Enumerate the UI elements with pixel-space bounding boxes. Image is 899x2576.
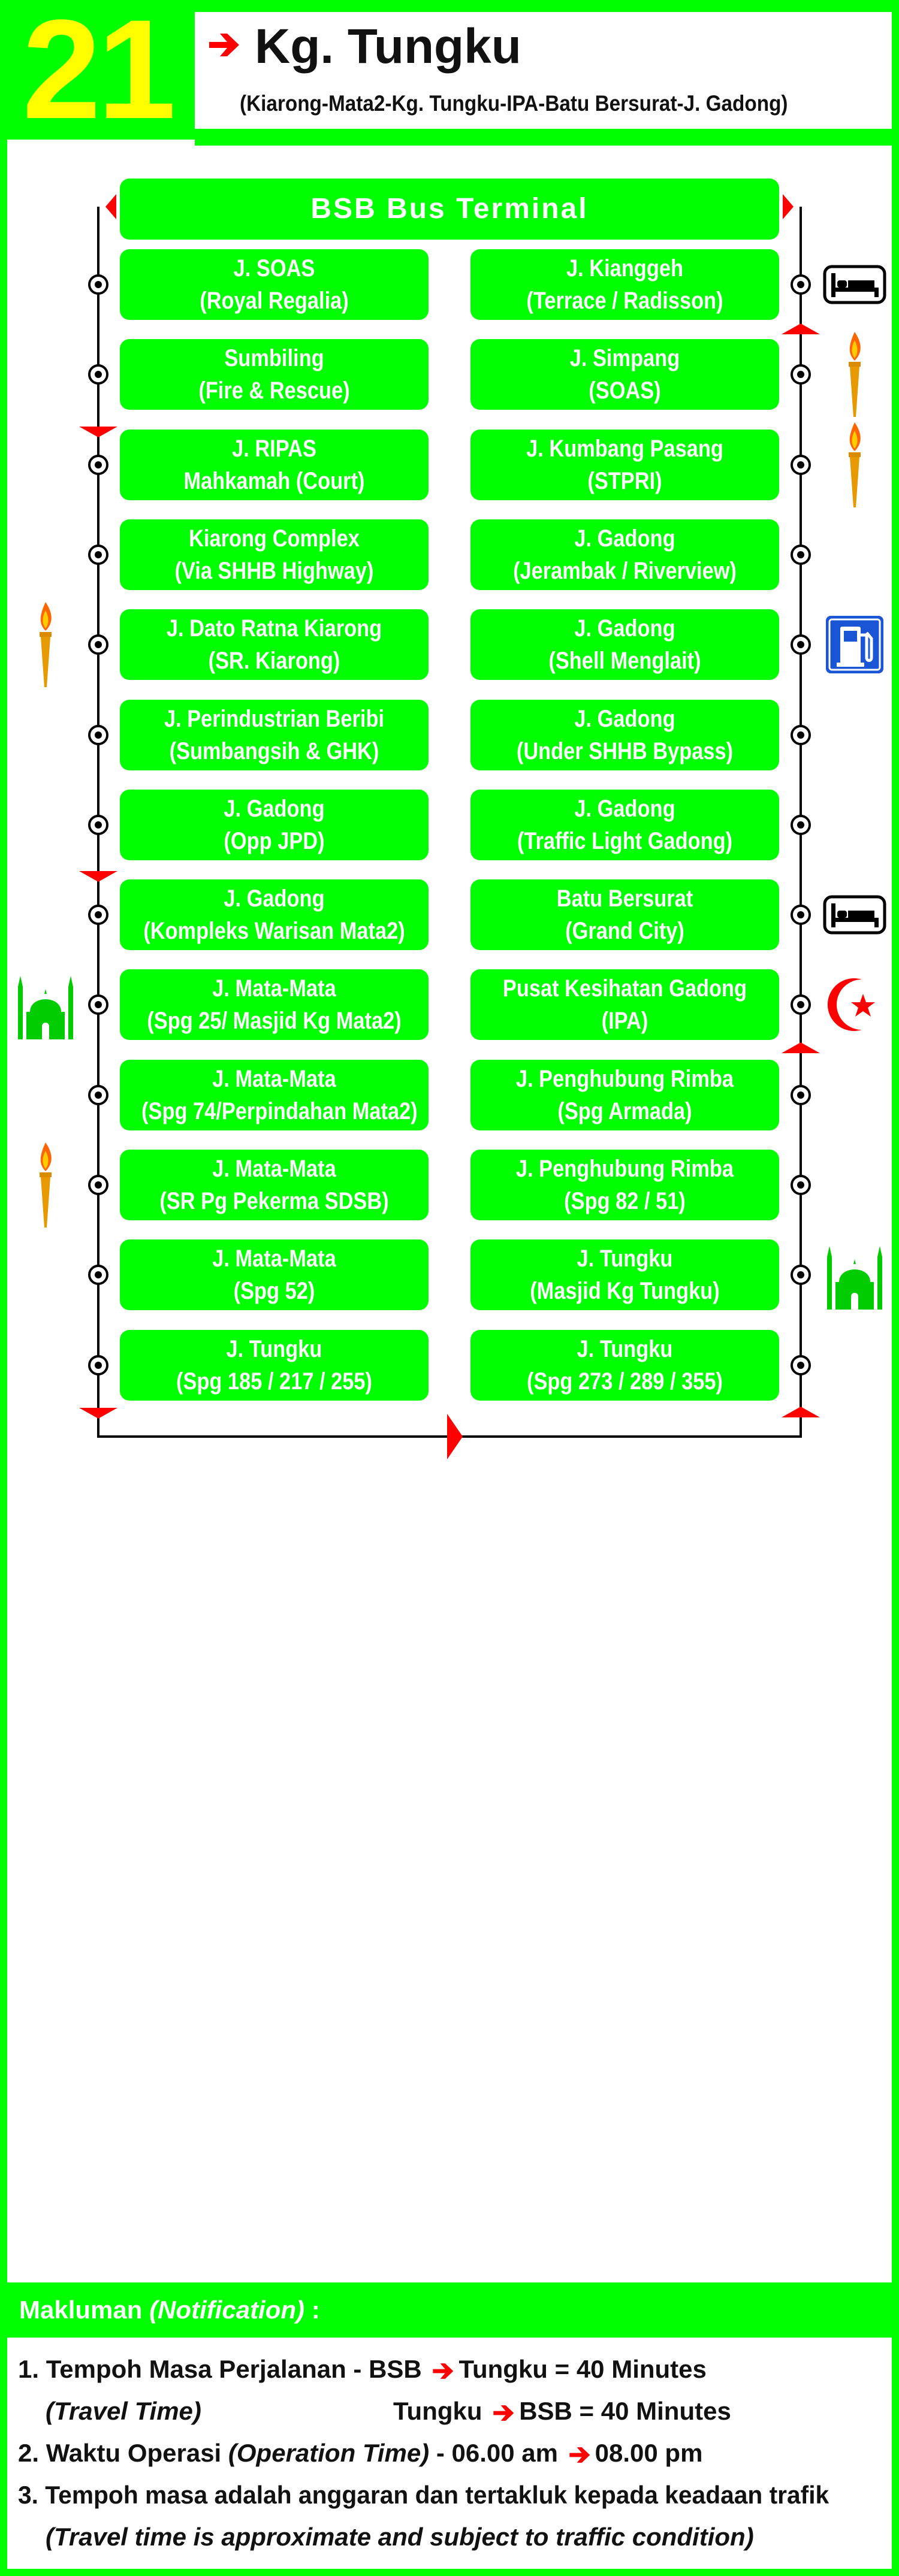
stop-label: (Spg 82 / 51) [564,1188,686,1214]
left-stop-0 [120,249,429,320]
stop-label: J. Gadong [574,706,675,732]
arrow-right-icon [568,2445,593,2465]
right-stop-1 [470,339,779,410]
right-stop-6 [470,790,779,860]
stop-marker [791,274,811,295]
stop-label: (IPA) [601,1008,648,1034]
stop-label: (Fire & Rescue) [198,377,350,404]
down-arrow-icon [77,869,120,883]
stop-label: J. Kianggeh [566,255,683,282]
stop-label: (Spg 25/ Masjid Kg Mata2) [147,1008,402,1034]
stop-label: J. Simpang [569,345,680,371]
stop-marker [791,815,811,835]
arrow-right-icon [207,30,243,60]
stop-marker [791,455,811,475]
left-stop-3 [120,519,429,590]
stop-label: (Spg 185 / 217 / 255) [176,1368,372,1395]
stop-label: J. Penghubung Rimba [515,1066,734,1092]
stop-label: (Traffic Light Gadong) [517,828,733,854]
stop-label: (STPRI) [587,468,662,494]
route-subtitle: (Kiarong-Mata2-Kg. Tungku-IPA-Batu Bersurat-J. Gadong) [240,91,788,116]
stop-marker [88,634,108,655]
left-stop-1 [120,339,429,410]
notification-title: Makluman (Notification) : [19,2296,320,2324]
stop-marker [791,634,811,655]
arrow-right-icon [491,2403,517,2423]
stop-label: J. Gadong [574,796,675,822]
stop-label: (SOAS) [589,377,661,404]
left-stop-7 [120,879,429,950]
stop-label: J. Mata-Mata [212,975,336,1002]
torch-icon [35,600,56,693]
right-stop-8 [470,969,779,1040]
header-band-bottom [195,129,899,146]
right-stop-3 [470,519,779,590]
down-arrow-icon [77,1405,120,1420]
stop-label: J. Mata-Mata [212,1156,336,1182]
stop-label: J. Kumbang Pasang [526,436,723,462]
stop-label: (Masjid Kg Tungku) [530,1278,720,1304]
left-stop-6 [120,790,429,860]
fuel-station-icon [825,615,885,678]
note-item-1: 1. Tempoh Masa Perjalanan - BSB Tungku = 40 Minutes [18,2355,707,2383]
stop-marker [791,1085,811,1105]
stop-label: Mahkamah (Court) [183,468,365,494]
note-item-1-return: Tungku BSB = 40 Minutes [393,2397,731,2425]
stop-label: J. Tungku [577,1336,673,1362]
stop-marker [791,1355,811,1375]
stop-label: J. Gadong [574,525,675,552]
stop-marker [791,364,811,385]
stop-label: J. Gadong [574,615,675,642]
stop-label: (Spg 74/Perpindahan Mata2) [141,1098,418,1124]
stop-marker [88,1265,108,1285]
stop-label: Batu Bersurat [556,885,693,912]
route-number: 21 [22,0,173,149]
stop-label: (SR. Kiarong) [208,648,340,674]
stop-marker [88,994,108,1015]
stop-marker [88,1175,108,1195]
stop-marker [791,905,811,925]
stop-label: (Kompleks Warisan Mata2) [143,918,405,944]
stop-label: (Spg Armada) [557,1098,692,1124]
direction-arrow-icon [103,193,119,220]
right-stop-4 [470,609,779,680]
stop-marker [791,994,811,1015]
stop-label: (Under SHHB Bypass) [516,738,734,764]
stop-marker [88,815,108,835]
stop-label: J. RIPAS [232,436,316,462]
torch-icon [844,329,865,422]
stop-label: J. Gadong [224,885,325,912]
stop-label: J. Gadong [224,796,325,822]
hotel-bed-icon [823,895,886,938]
stop-marker [88,725,108,745]
red-crescent-icon [825,975,885,1038]
stop-label: J. SOAS [233,255,315,282]
note-item-3-en: (Travel time is approximate and subject to traffic condition) [46,2523,754,2551]
stop-label: (Spg 273 / 289 / 355) [527,1368,723,1395]
terminal-box: BSB Bus Terminal [120,179,779,240]
note-item-3: 3. Tempoh masa adalah anggaran dan tertakluk kepada keadaan trafik [18,2481,829,2509]
route-title: Kg. Tungku [255,19,521,74]
stop-label: (Sumbangsih & GHK) [169,738,379,764]
right-stop-11 [470,1239,779,1310]
right-stop-12 [470,1330,779,1401]
stop-label: Pusat Kesihatan Gadong [502,975,747,1002]
stop-label: Sumbiling [224,345,324,371]
stop-label: (Terrace / Radisson) [526,288,723,314]
stop-marker [791,545,811,565]
torch-icon [35,1140,56,1233]
left-stop-10 [120,1150,429,1220]
stop-marker [88,1085,108,1105]
stop-label: (Grand City) [565,918,684,944]
left-stop-8 [120,969,429,1040]
torch-icon [844,420,865,513]
header-band [195,0,899,12]
stop-marker [88,905,108,925]
stop-label: (Via SHHB Highway) [174,558,374,584]
note-item-2: 2. Waktu Operasi (Operation Time) - 06.00 am 08.00 pm [18,2439,703,2467]
left-stop-4 [120,609,429,680]
stop-marker [88,364,108,385]
left-stop-5 [120,700,429,770]
note-item-1-en: (Travel Time) [46,2397,201,2425]
right-stop-9 [470,1060,779,1130]
mosque-icon [825,1239,885,1314]
stop-label: J. Perindustrian Beribi [164,706,385,732]
stop-marker [791,1265,811,1285]
right-stop-7 [470,879,779,950]
stop-marker [791,725,811,745]
stop-label: (Royal Regalia) [200,288,349,314]
left-stop-2 [120,430,429,500]
mosque-icon [16,969,76,1044]
direction-arrow-icon [780,193,796,220]
stop-label: J. Mata-Mata [212,1066,336,1092]
hotel-bed-icon [823,265,886,307]
left-stop-9 [120,1060,429,1130]
up-arrow-icon [779,322,822,337]
stop-label: (Opp JPD) [224,828,325,854]
left-stop-12 [120,1330,429,1401]
up-arrow-icon [779,1041,822,1056]
stop-marker [88,1355,108,1375]
right-stop-5 [470,700,779,770]
stop-label: (Spg 52) [233,1278,315,1304]
left-stop-11 [120,1239,429,1310]
direction-arrow-icon [445,1413,465,1461]
stop-label: Kiarong Complex [189,525,360,552]
right-stop-0 [470,249,779,320]
down-arrow-icon [77,424,120,439]
stop-marker [88,545,108,565]
stop-label: J. Dato Ratna Kiarong [166,615,382,642]
stop-label: J. Mata-Mata [212,1245,336,1272]
stop-label: (Shell Menglait) [548,648,701,674]
stop-label: J. Penghubung Rimba [515,1156,734,1182]
stop-marker [88,455,108,475]
stop-marker [791,1175,811,1195]
stop-label: (Jerambak / Riverview) [513,558,737,584]
stop-label: (SR Pg Pekerma SDSB) [159,1188,389,1214]
up-arrow-icon [779,1405,822,1420]
right-stop-10 [470,1150,779,1220]
right-stop-2 [470,430,779,500]
arrow-right-icon [431,2361,456,2381]
stop-label: J. Tungku [226,1336,322,1362]
stop-label: J. Tungku [577,1245,673,1272]
stop-marker [88,274,108,295]
